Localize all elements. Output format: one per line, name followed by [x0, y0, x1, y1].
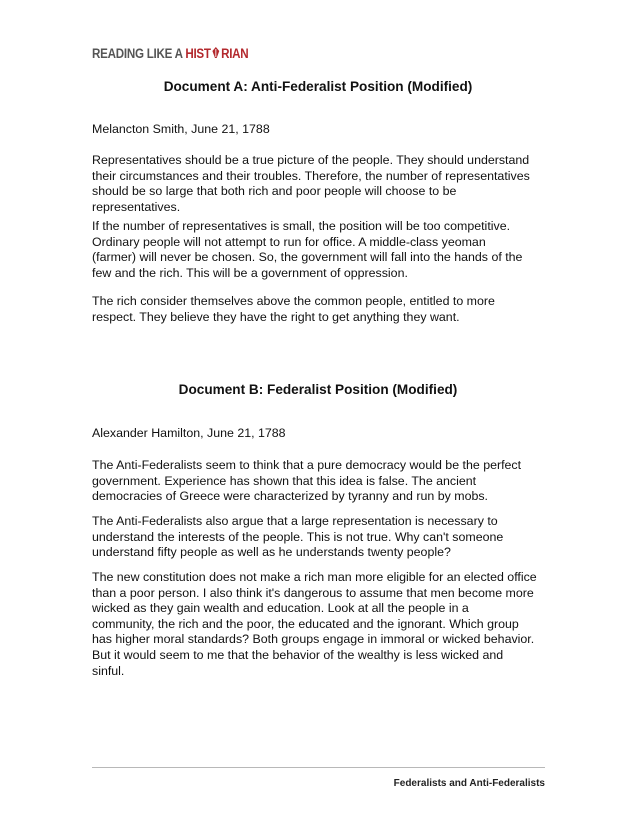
document-a-byline: Melancton Smith, June 21, 1788 — [92, 122, 270, 136]
footer-divider — [92, 767, 545, 768]
document-b-title: Document B: Federalist Position (Modified) — [178, 382, 458, 397]
document-a-title: Document A: Anti-Federalist Position (Modified) — [163, 79, 473, 94]
logo-rian: RIAN — [221, 46, 249, 61]
document-b-byline: Alexander Hamilton, June 21, 1788 — [92, 426, 286, 440]
logo-prefix: READING LIKE A — [92, 46, 186, 61]
document-b-paragraph-1: The Anti-Federalists seem to think that a pure democracy would be the perfect government. Experience has shown that this idea is false. The ancient democracies of Greece were characterized by tyranny and run by mobs. — [92, 458, 522, 504]
reading-like-a-historian-logo — [92, 45, 274, 61]
footer-title: Federalists and Anti-Federalists — [393, 778, 545, 786]
document-a-paragraph-3: The rich consider themselves above the common people, entitled to more respect. They believe they have the right to get anything they want. — [92, 294, 495, 324]
document-a-paragraph-1: Representatives should be a true picture of the people. They should understand their circumstances and their troubles. Therefore, the number of representatives should be so large that both rich and poor people will choose to be representatives. — [92, 153, 530, 214]
logo-hist: HIST — [185, 46, 211, 61]
document-b-paragraph-3: The new constitution does not make a rich man more eligible for an elected office than a poor person. I also think it's dangerous to assume that men become more wicked as they gain wealth and education. Look at all the people in a community, the rich and the poor, the educated and the ignorant. Which group has higher moral standards? Both groups engage in immoral or wicked behavior. But it would seem to me that the behavior of the wealthy is less wicked and sinful. — [92, 570, 537, 678]
logo-quill-icon — [212, 47, 221, 59]
document-a-paragraph-2: If the number of representatives is small, the position will be too competitive. Ordinary people will not attempt to run for office. A middle-class yeoman (farmer) will never be chosen. So, the government will fall into the hands of the few and the rich. This will be a government of oppression. — [92, 219, 523, 280]
document-b-paragraph-2: The Anti-Federalists also argue that a large representation is necessary to understand the interests of the people. This is not true. Why can't someone understand fifty people as well as he understands twenty people? — [92, 514, 504, 560]
